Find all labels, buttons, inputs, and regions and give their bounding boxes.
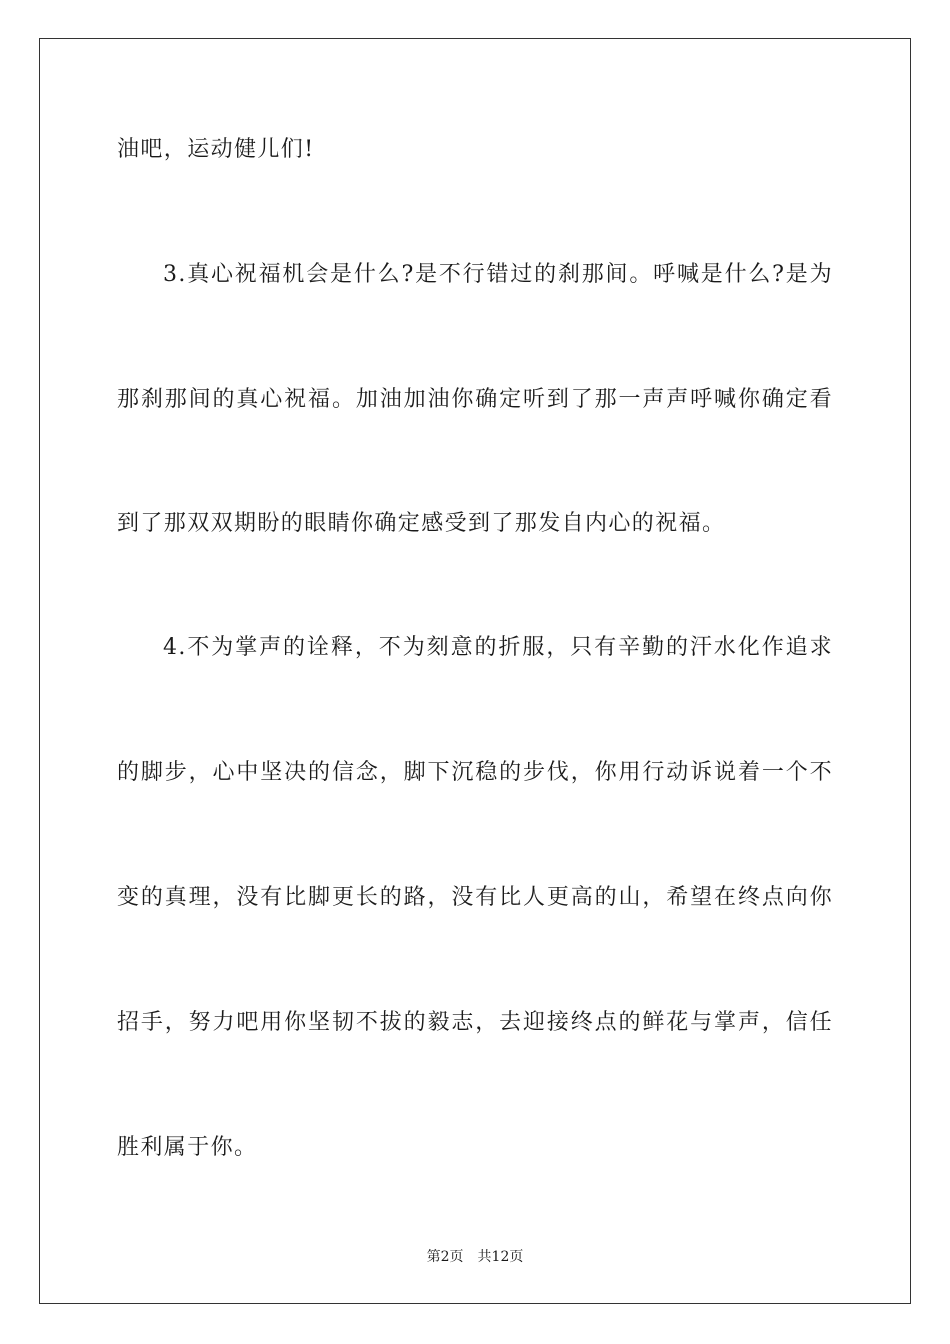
paragraph-4-line-4: 招手，努力吧用你坚韧不拔的毅志，去迎接终点的鲜花与掌声，信任 — [117, 1010, 833, 1035]
paragraph-3-line-2: 那刹那间的真心祝福。加油加油你确定听到了那一声声呼喊你确定看 — [117, 387, 833, 412]
page-border — [39, 38, 911, 1304]
paragraph-4-line-3: 变的真理，没有比脚更长的路，没有比人更高的山，希望在终点向你 — [117, 885, 833, 910]
page-number-footer: 第2页 共12页 — [426, 1249, 524, 1265]
paragraph-4-line-5: 胜利属于你。 — [117, 1135, 258, 1160]
paragraph-4-line-1: 4.不为掌声的诠释，不为刻意的折服，只有辛勤的汗水化作追求 — [163, 635, 833, 660]
text-line-1: 油吧，运动健儿们! — [117, 137, 315, 162]
paragraph-4-line-2: 的脚步，心中坚决的信念，脚下沉稳的步伐，你用行动诉说着一个不 — [117, 760, 833, 785]
paragraph-3-line-1: 3.真心祝福机会是什么?是不行错过的刹那间。呼喊是什么?是为 — [163, 262, 833, 287]
paragraph-3-line-3: 到了那双双期盼的眼睛你确定感受到了那发自内心的祝福。 — [117, 511, 726, 536]
